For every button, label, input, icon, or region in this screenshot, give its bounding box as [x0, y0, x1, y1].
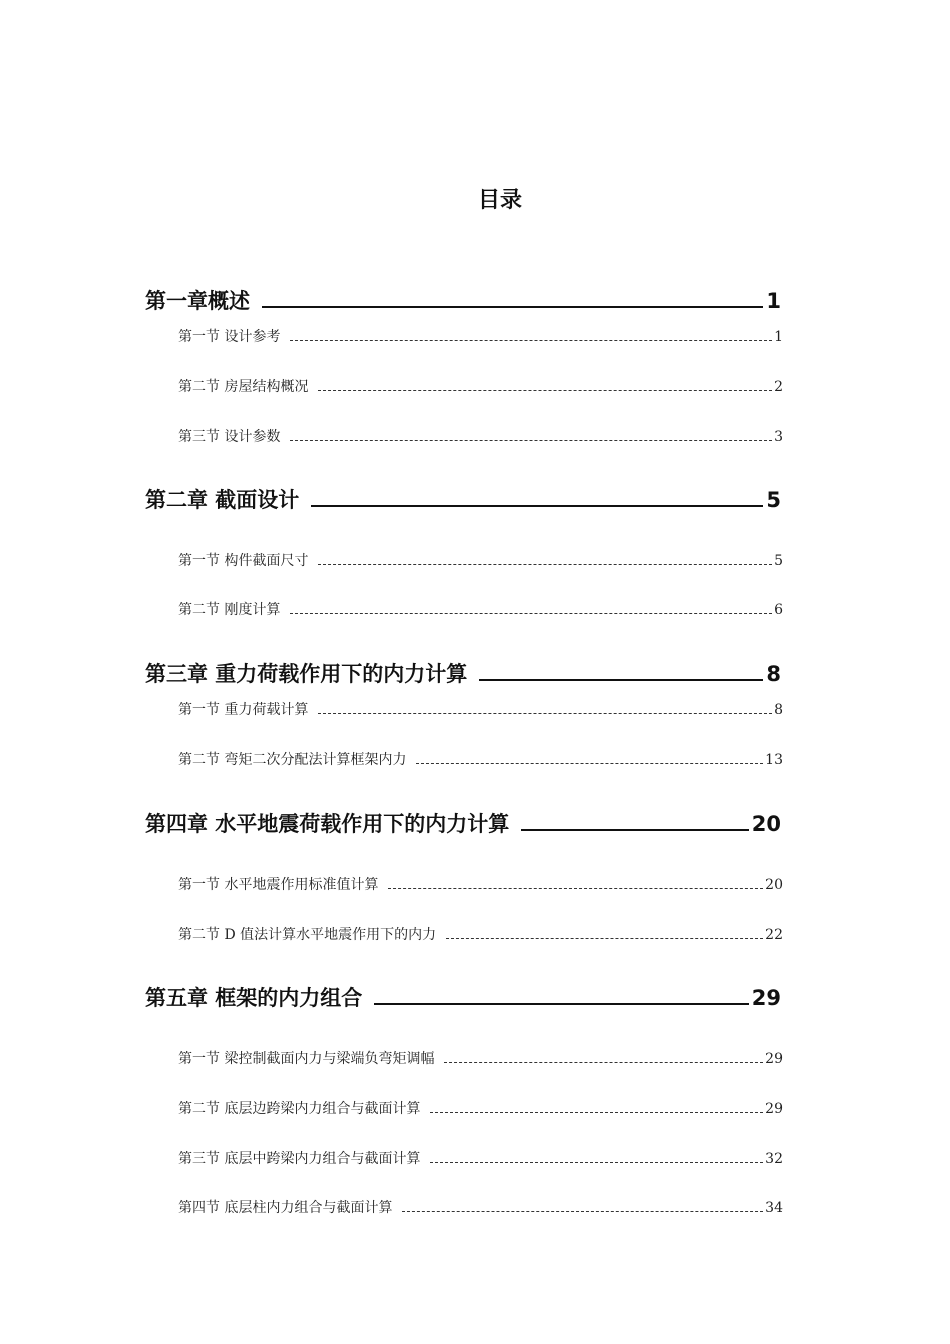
- section-title: 第一节 设计参考: [178, 329, 281, 345]
- dot-leader: [416, 763, 763, 764]
- toc-chapter-3[interactable]: [145, 657, 781, 691]
- section-page-number: 32: [765, 1151, 783, 1167]
- dot-leader: [318, 564, 772, 565]
- section-page-number: 20: [765, 877, 783, 893]
- dot-leader: [290, 613, 772, 614]
- toc-section-3-2[interactable]: [178, 748, 783, 772]
- toc-section-5-2[interactable]: [178, 1097, 783, 1121]
- toc-chapter-2[interactable]: [145, 483, 781, 517]
- section-page-number: 1: [774, 329, 783, 345]
- section-title: 第一节 重力荷载计算: [178, 702, 309, 718]
- section-title: 第二节 房屋结构概况: [178, 379, 309, 395]
- section-page-number: 2: [774, 379, 783, 395]
- section-page-number: 22: [765, 927, 783, 943]
- toc-section-5-3[interactable]: [178, 1147, 783, 1171]
- dot-leader: [290, 340, 772, 341]
- toc-chapter-5[interactable]: [145, 981, 781, 1015]
- chapter-page-number: 29: [751, 986, 781, 1010]
- toc-section-4-2[interactable]: [178, 923, 783, 947]
- dot-leader: [444, 1062, 763, 1063]
- toc-section-4-1[interactable]: [178, 873, 783, 897]
- chapter-page-number: 5: [766, 488, 781, 512]
- dot-leader: [402, 1211, 763, 1212]
- toc-section-2-2[interactable]: [178, 598, 783, 622]
- chapter-title: 第三章 重力荷载作用下的内力计算: [145, 662, 468, 686]
- section-title: 第一节 构件截面尺寸: [178, 553, 309, 569]
- section-title: 第二节 弯矩二次分配法计算框架内力: [178, 752, 407, 768]
- dot-leader: [521, 829, 748, 831]
- dot-leader: [318, 713, 772, 714]
- toc-chapter-4[interactable]: [145, 807, 781, 841]
- section-page-number: 8: [774, 702, 783, 718]
- chapter-page-number: 20: [751, 812, 781, 836]
- section-page-number: 34: [765, 1200, 783, 1216]
- chapter-title: 第四章 水平地震荷载作用下的内力计算: [145, 812, 510, 836]
- dot-leader: [262, 306, 763, 308]
- section-page-number: 5: [774, 553, 783, 569]
- section-title: 第四节 底层柱内力组合与截面计算: [178, 1200, 393, 1216]
- dot-leader: [318, 390, 772, 391]
- dot-leader: [430, 1112, 763, 1113]
- section-page-number: 3: [774, 429, 783, 445]
- dot-leader: [290, 440, 772, 441]
- section-title: 第二节 D 值法计算水平地震作用下的内力: [178, 927, 437, 943]
- section-page-number: 29: [765, 1101, 783, 1117]
- chapter-page-number: 1: [766, 289, 781, 313]
- toc-section-1-3[interactable]: [178, 425, 783, 449]
- toc-section-2-1[interactable]: [178, 549, 783, 573]
- section-title: 第二节 刚度计算: [178, 602, 281, 618]
- toc-chapter-1[interactable]: [145, 284, 781, 318]
- toc-section-1-1[interactable]: [178, 325, 783, 349]
- section-page-number: 6: [774, 602, 783, 618]
- dot-leader: [311, 505, 763, 507]
- toc-section-5-4[interactable]: [178, 1196, 783, 1220]
- toc-section-5-1[interactable]: [178, 1047, 783, 1071]
- section-title: 第一节 水平地震作用标准值计算: [178, 877, 379, 893]
- dot-leader: [479, 679, 763, 681]
- chapter-title: 第二章 截面设计: [145, 488, 300, 512]
- dot-leader: [374, 1003, 748, 1005]
- dot-leader: [430, 1162, 763, 1163]
- section-title: 第二节 底层边跨梁内力组合与截面计算: [178, 1101, 421, 1117]
- section-title: 第一节 梁控制截面内力与梁端负弯矩调幅: [178, 1051, 435, 1067]
- chapter-page-number: 8: [766, 662, 781, 686]
- chapter-title: 第五章 框架的内力组合: [145, 986, 363, 1010]
- toc-section-1-2[interactable]: [178, 375, 783, 399]
- section-title: 第三节 设计参数: [178, 429, 281, 445]
- section-page-number: 29: [765, 1051, 783, 1067]
- section-title: 第三节 底层中跨梁内力组合与截面计算: [178, 1151, 421, 1167]
- toc-section-3-1[interactable]: [178, 698, 783, 722]
- dot-leader: [388, 888, 763, 889]
- dot-leader: [446, 938, 763, 939]
- section-page-number: 13: [765, 752, 783, 768]
- chapter-title: 第一章概述: [145, 289, 250, 313]
- page-title: 目录: [477, 188, 522, 213]
